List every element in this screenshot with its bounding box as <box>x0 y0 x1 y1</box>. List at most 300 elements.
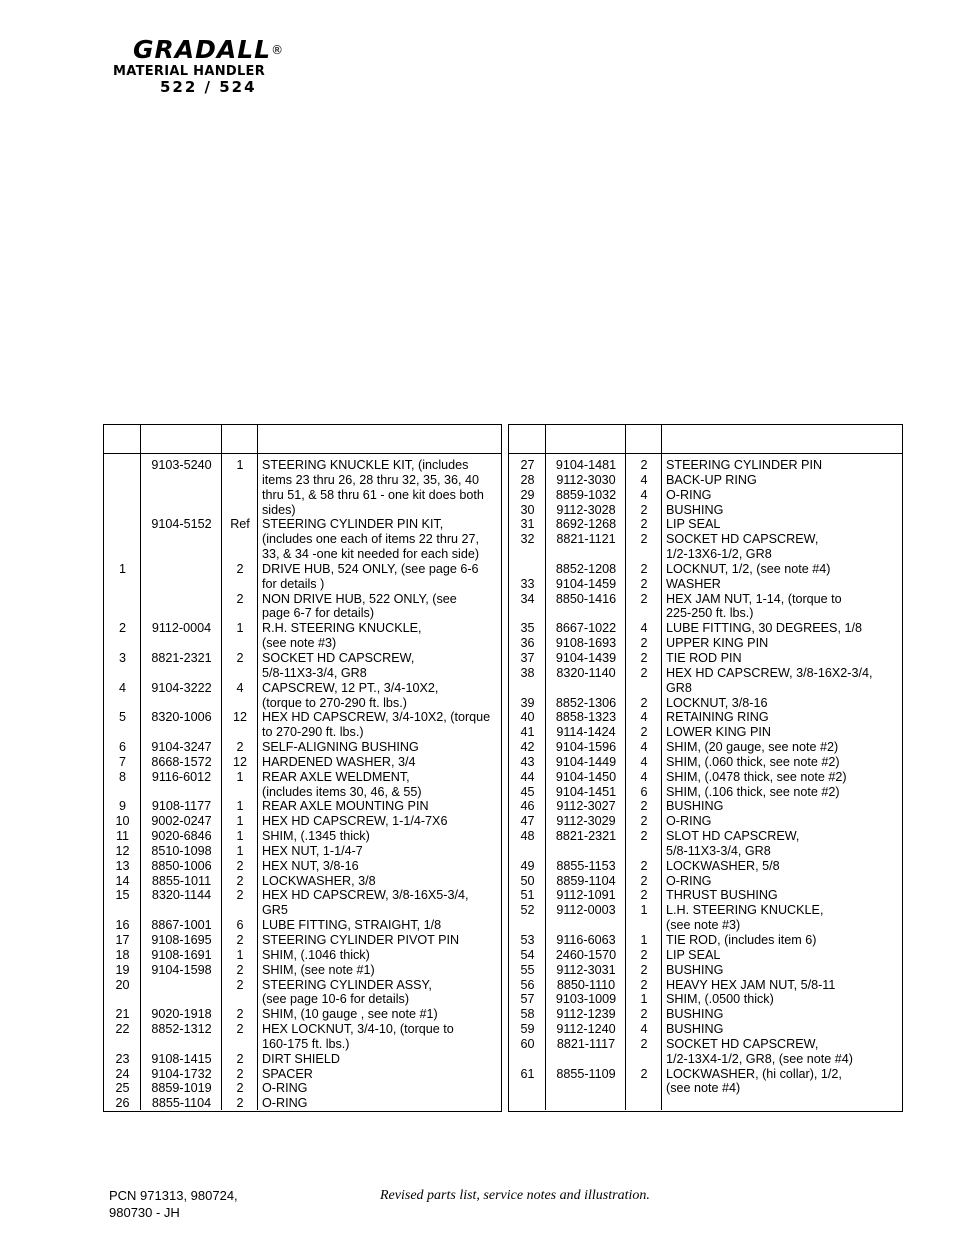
item-number: 35 <box>520 621 535 636</box>
description: O-RING <box>262 1096 308 1111</box>
part-number: 8867-1001 <box>151 918 212 933</box>
part-number <box>141 592 222 622</box>
quantity: 2 <box>640 814 648 829</box>
item-number: 53 <box>520 933 535 947</box>
quantity: 2 <box>236 977 244 992</box>
part-number: 9112-3029 <box>556 814 616 829</box>
table-row <box>104 844 501 859</box>
table-row <box>509 458 902 473</box>
item-number: 16 <box>115 918 130 933</box>
quantity: 1 <box>236 829 244 844</box>
table-row <box>509 1007 902 1022</box>
description: BUSHING <box>666 962 724 977</box>
quantity: Ref <box>230 517 250 532</box>
quantity: 2 <box>640 888 648 903</box>
quantity: 1 <box>640 933 648 947</box>
part-number: 9104-5152 <box>151 517 212 532</box>
part-number: 9112-3031 <box>556 962 616 977</box>
description: BUSHING <box>666 1007 724 1022</box>
description: SHIM, (.1345 thick) <box>262 829 370 844</box>
description: SHIM, (.1046 thick) <box>262 947 370 962</box>
part-number: 9112-1240 <box>556 1022 616 1037</box>
part-number: 9103-5240 <box>151 458 212 472</box>
description: SHIM, (.106 thick, see note #2) <box>666 784 840 799</box>
logo-model: 522 / 524 <box>160 78 257 96</box>
item-number: 41 <box>520 725 535 740</box>
description: UPPER KING PIN <box>666 636 769 651</box>
table-row <box>509 799 902 814</box>
quantity: 2 <box>236 962 244 977</box>
item-number: 45 <box>520 784 535 799</box>
quantity: 2 <box>640 947 648 962</box>
table-row <box>509 963 902 978</box>
part-number: 9104-1481 <box>555 458 617 472</box>
parts-table-left <box>103 424 502 1112</box>
table-row <box>509 666 902 696</box>
quantity: 4 <box>640 472 648 487</box>
part-number: 9108-1415 <box>151 1051 212 1066</box>
table-row <box>509 978 902 993</box>
table-row <box>104 710 501 740</box>
item-number: 34 <box>520 591 535 606</box>
part-number: 9108-1695 <box>151 933 212 947</box>
description: BUSHING <box>666 799 724 814</box>
table-row <box>104 1007 501 1022</box>
item-number: 27 <box>520 458 535 472</box>
quantity: 4 <box>640 487 648 502</box>
part-number: 8852-1208 <box>555 561 617 576</box>
part-number: 9104-1598 <box>151 962 212 977</box>
quantity: 1 <box>640 992 648 1007</box>
quantity: 2 <box>640 502 648 517</box>
table-row <box>104 948 501 963</box>
item-number: 31 <box>520 517 535 532</box>
part-number: 8510-1098 <box>151 843 212 858</box>
table-row <box>104 592 501 622</box>
part-number: 9112-3030 <box>556 472 616 487</box>
table-row <box>509 621 902 636</box>
part-number: 8859-1019 <box>151 1081 212 1096</box>
part-number: 8668-1572 <box>151 754 212 769</box>
description: O-RING <box>262 1081 308 1096</box>
part-number: 9002-0247 <box>151 814 212 829</box>
quantity: 2 <box>640 829 648 844</box>
description: LOCKWASHER, (hi collar), 1/2, (see note #4) <box>666 1066 842 1096</box>
table-row <box>104 799 501 814</box>
description: STEERING CYLINDER ASSY, (see page 10-6 for details) <box>262 977 432 1007</box>
item-number: 29 <box>520 487 535 502</box>
item-number: 21 <box>115 1007 130 1022</box>
quantity: 2 <box>640 1007 648 1022</box>
quantity: 2 <box>236 858 244 873</box>
description: SHIM, (20 gauge, see note #2) <box>666 740 839 755</box>
description: HEX JAM NUT, 1-14, (torque to 225-250 ft. lbs.) <box>666 591 842 621</box>
parts-rows-right <box>509 454 902 1098</box>
table-row <box>509 814 902 829</box>
table-row <box>104 918 501 933</box>
quantity: 2 <box>640 591 648 606</box>
table-row <box>509 933 902 948</box>
quantity: 2 <box>640 458 648 472</box>
table-row <box>104 1022 501 1052</box>
item-number: 18 <box>115 947 130 962</box>
part-number: 9112-3028 <box>556 502 616 517</box>
part-number: 9114-1424 <box>556 725 616 740</box>
item-number: 6 <box>118 740 126 755</box>
part-number: 9112-0004 <box>151 621 212 636</box>
item-number: 56 <box>520 977 535 992</box>
table-row <box>509 785 902 800</box>
table-row <box>509 488 902 503</box>
item-number: 54 <box>520 947 535 962</box>
table-row <box>509 517 902 532</box>
item-number: 4 <box>118 680 126 695</box>
item-number: 20 <box>115 977 130 992</box>
item-number: 37 <box>520 650 535 665</box>
table-row <box>509 859 902 874</box>
item-number: 51 <box>520 888 535 903</box>
part-number: 9104-1450 <box>555 769 617 784</box>
part-number: 8821-2321 <box>151 650 212 665</box>
table-row <box>104 1081 501 1096</box>
description: BACK-UP RING <box>666 472 757 487</box>
quantity: 2 <box>236 1081 244 1096</box>
item-number: 55 <box>520 962 535 977</box>
table-row <box>509 636 902 651</box>
quantity: 4 <box>640 769 648 784</box>
part-number: 8850-1006 <box>151 858 212 873</box>
table-row <box>104 963 501 978</box>
quantity: 2 <box>640 962 648 977</box>
description: SELF-ALIGNING BUSHING <box>262 740 419 755</box>
description: STEERING KNUCKLE KIT, (includes items 23 thru 26, 28 thru 32, 35, 36, 40 thru 51, & 58 thru 61 - one kit does both sides) <box>262 458 484 517</box>
part-number: 2460-1570 <box>555 947 617 962</box>
item-number <box>104 592 141 622</box>
part-number: 8821-1121 <box>556 532 616 547</box>
description: HEAVY HEX JAM NUT, 5/8-11 <box>666 977 836 992</box>
item-number: 59 <box>520 1022 535 1037</box>
quantity: 4 <box>640 740 648 755</box>
description: THRUST BUSHING <box>666 888 778 903</box>
item-number: 33 <box>520 576 535 591</box>
description: O-RING <box>666 487 712 502</box>
description: SPACER <box>262 1066 313 1081</box>
table-row <box>104 814 501 829</box>
item-number: 32 <box>520 532 535 547</box>
description: SHIM, (.060 thick, see note #2) <box>666 754 840 769</box>
quantity: 1 <box>640 903 648 918</box>
quantity: 2 <box>236 561 244 576</box>
quantity: 2 <box>640 1066 648 1081</box>
table-row <box>509 874 902 889</box>
description: DIRT SHIELD <box>262 1051 340 1066</box>
description: HEX HD CAPSCREW, 3/8-16X5-3/4, GR5 <box>262 888 469 918</box>
quantity: 4 <box>640 1022 648 1037</box>
table-row <box>509 592 902 622</box>
table-row <box>104 621 501 651</box>
part-number: 9020-6846 <box>151 829 212 844</box>
description: BUSHING <box>666 1022 724 1037</box>
description: DRIVE HUB, 524 ONLY, (see page 6-6 for details ) <box>262 561 479 591</box>
quantity: 1 <box>236 947 244 962</box>
quantity: 2 <box>640 873 648 888</box>
revision-note: Revised parts list, service notes and illustration. <box>380 1188 650 1203</box>
description: LOCKNUT, 3/8-16 <box>666 695 768 710</box>
quantity: 4 <box>640 754 648 769</box>
table-row <box>509 562 902 577</box>
description: LOWER KING PIN <box>666 725 771 740</box>
quantity: 2 <box>640 532 648 547</box>
quantity: 2 <box>236 933 244 947</box>
description: SOCKET HD CAPSCREW, 1/2-13X4-1/2, GR8, (see note #4) <box>666 1036 853 1066</box>
table-row <box>104 978 501 1008</box>
part-number: 8852-1306 <box>555 695 617 710</box>
part-number: 8858-1323 <box>555 710 617 725</box>
item-number: 47 <box>520 814 535 829</box>
quantity: 2 <box>640 858 648 873</box>
item-number: 7 <box>118 754 126 769</box>
item-number: 1 <box>118 561 126 576</box>
parts-table-right <box>508 424 903 1112</box>
table-row <box>509 740 902 755</box>
table-row <box>509 903 902 933</box>
part-number: 9108-1691 <box>151 947 212 962</box>
description: LOCKWASHER, 3/8 <box>262 873 376 888</box>
quantity: 4 <box>640 710 648 725</box>
quantity: 1 <box>236 799 244 814</box>
item-number: 14 <box>115 873 130 888</box>
part-number: 9116-6063 <box>556 933 616 947</box>
table-row <box>509 770 902 785</box>
table-row <box>104 933 501 948</box>
table-row <box>104 770 501 800</box>
item-number: 11 <box>115 829 130 844</box>
quantity: 6 <box>236 918 244 933</box>
part-number: 9104-1596 <box>555 740 617 755</box>
quantity: 1 <box>236 621 244 636</box>
item-number: 26 <box>115 1096 130 1111</box>
item-number: 44 <box>520 769 535 784</box>
gradall-logo <box>113 36 303 96</box>
quantity: 2 <box>236 888 244 903</box>
item-number: 46 <box>520 799 535 814</box>
description: REAR AXLE WELDMENT, (includes items 30, 46, & 55) <box>262 769 422 799</box>
table-row <box>104 1052 501 1067</box>
table-header <box>509 425 902 454</box>
table-row <box>509 1067 902 1097</box>
description: SHIM, (.0478 thick, see note #2) <box>666 769 847 784</box>
description: SOCKET HD CAPSCREW, 5/8-11X3-3/4, GR8 <box>262 650 415 680</box>
description: TIE ROD, (includes item 6) <box>666 933 817 947</box>
item-number: 57 <box>520 992 535 1007</box>
item-number: 38 <box>520 665 535 680</box>
part-number: 9112-3027 <box>556 799 616 814</box>
part-number: 8850-1416 <box>555 591 617 606</box>
description: REAR AXLE MOUNTING PIN <box>262 799 429 814</box>
table-row <box>509 992 902 1007</box>
part-number: 8850-1110 <box>556 977 616 992</box>
description: HEX NUT, 3/8-16 <box>262 858 359 873</box>
pcn-footer: PCN 971313, 980724, 980730 - JH <box>109 1188 238 1220</box>
description: LOCKWASHER, 5/8 <box>666 858 780 873</box>
quantity: 2 <box>640 517 648 532</box>
item-number: 22 <box>115 1022 130 1037</box>
quantity: 2 <box>640 977 648 992</box>
part-number: 8821-1117 <box>556 1036 616 1051</box>
part-number: 8667-1022 <box>555 621 617 636</box>
description: HEX HD CAPSCREW, 1-1/4-7X6 <box>262 814 448 829</box>
part-number: 8859-1104 <box>556 873 616 888</box>
quantity: 12 <box>232 710 247 725</box>
description: O-RING <box>666 873 712 888</box>
part-number: 8320-1144 <box>151 888 212 903</box>
item-number: 19 <box>115 962 130 977</box>
logo-brand: GRADALL® <box>133 35 285 64</box>
part-number: 9116-6012 <box>151 769 212 784</box>
table-row <box>104 859 501 874</box>
table-row <box>104 1096 501 1111</box>
part-number: 8320-1006 <box>151 710 212 725</box>
table-row <box>509 473 902 488</box>
table-row <box>509 755 902 770</box>
quantity: 2 <box>640 576 648 591</box>
item-number <box>509 562 546 577</box>
item-number: 50 <box>520 873 535 888</box>
quantity: 2 <box>236 650 244 665</box>
part-number: 9104-1459 <box>555 576 617 591</box>
description: SLOT HD CAPSCREW, 5/8-11X3-3/4, GR8 <box>666 829 800 858</box>
table-row <box>509 577 902 592</box>
description: HARDENED WASHER, 3/4 <box>262 754 416 769</box>
quantity: 2 <box>640 636 648 651</box>
part-number <box>141 978 222 1008</box>
description: HEX HD CAPSCREW, 3/4-10X2, (torque to 270-290 ft. lbs.) <box>262 710 491 740</box>
item-number: 40 <box>520 710 535 725</box>
item-number: 43 <box>520 754 535 769</box>
part-number: 8692-1268 <box>555 517 617 532</box>
item-number <box>104 458 141 517</box>
description: STEERING CYLINDER PIN KIT, (includes one each of items 22 thru 27, 33, & 34 -one kit needed for each side) <box>262 517 480 562</box>
item-number: 49 <box>520 858 535 873</box>
item-number: 24 <box>115 1066 130 1081</box>
item-number: 28 <box>520 472 535 487</box>
table-row <box>104 888 501 918</box>
table-row <box>509 532 902 562</box>
quantity: 2 <box>236 591 244 606</box>
part-number: 9108-1693 <box>555 636 617 651</box>
part-number: 9112-0003 <box>556 903 616 918</box>
part-number: 8855-1153 <box>556 858 616 873</box>
table-row <box>509 948 902 963</box>
quantity: 2 <box>640 665 648 680</box>
description: LIP SEAL <box>666 947 721 962</box>
item-number: 30 <box>520 502 535 517</box>
description: HEX NUT, 1-1/4-7 <box>262 843 363 858</box>
item-number <box>104 517 141 562</box>
item-number: 3 <box>118 650 126 665</box>
description: HEX HD CAPSCREW, 3/8-16X2-3/4, GR8 <box>666 665 873 695</box>
description: LIP SEAL <box>666 517 721 532</box>
logo-subtitle: MATERIAL HANDLER <box>113 64 266 79</box>
quantity: 2 <box>640 725 648 740</box>
table-row <box>509 696 902 711</box>
quantity: 2 <box>236 1096 244 1111</box>
table-row <box>104 651 501 681</box>
part-number: 8855-1104 <box>151 1096 212 1111</box>
description: LUBE FITTING, STRAIGHT, 1/8 <box>262 918 442 933</box>
item-number: 15 <box>115 888 130 903</box>
part-number: 8859-1032 <box>555 487 617 502</box>
quantity: 4 <box>640 621 648 636</box>
quantity: 12 <box>232 754 247 769</box>
part-number: 9104-3222 <box>151 680 212 695</box>
table-row <box>509 1037 902 1067</box>
item-number: 58 <box>520 1007 535 1022</box>
table-row <box>104 755 501 770</box>
quantity: 2 <box>640 799 648 814</box>
quantity: 2 <box>236 1007 244 1022</box>
item-number: 8 <box>118 769 126 784</box>
quantity: 2 <box>640 695 648 710</box>
item-number: 10 <box>115 814 130 829</box>
quantity: 2 <box>640 650 648 665</box>
description: SHIM, (see note #1) <box>262 962 375 977</box>
quantity: 2 <box>640 1036 648 1051</box>
description: RETAINING RING <box>666 710 769 725</box>
part-number: 8320-1140 <box>556 665 616 680</box>
part-number: 9108-1177 <box>151 799 212 814</box>
description: SOCKET HD CAPSCREW, 1/2-13X6-1/2, GR8 <box>666 532 819 562</box>
table-row <box>509 829 902 859</box>
table-row <box>509 503 902 518</box>
item-number: 12 <box>115 843 130 858</box>
table-header <box>104 425 501 454</box>
part-number: 8855-1011 <box>151 873 212 888</box>
item-number: 13 <box>115 858 130 873</box>
table-row <box>509 651 902 666</box>
item-number: 36 <box>520 636 535 651</box>
part-number: 9103-1009 <box>555 992 617 1007</box>
quantity: 2 <box>236 740 244 755</box>
description: WASHER <box>666 576 721 591</box>
table-row <box>509 725 902 740</box>
item-number: 23 <box>115 1051 130 1066</box>
part-number: 9104-3247 <box>151 740 212 755</box>
item-number: 5 <box>118 710 126 725</box>
table-row <box>104 458 501 517</box>
item-number: 60 <box>520 1036 535 1051</box>
part-number: 9104-1451 <box>555 784 617 799</box>
table-row <box>104 874 501 889</box>
description: CAPSCREW, 12 PT., 3/4-10X2, (torque to 270-290 ft. lbs.) <box>262 680 439 710</box>
part-number: 9104-1732 <box>151 1066 212 1081</box>
item-number: 42 <box>520 740 535 755</box>
description: SHIM, (.0500 thick) <box>666 992 774 1007</box>
description: BUSHING <box>666 502 724 517</box>
table-row <box>509 1022 902 1037</box>
parts-rows-left <box>104 454 501 1113</box>
quantity: 2 <box>236 1066 244 1081</box>
quantity: 4 <box>236 680 244 695</box>
item-number: 9 <box>118 799 126 814</box>
item-number: 17 <box>115 933 130 947</box>
part-number: 9112-1239 <box>556 1007 616 1022</box>
quantity: 2 <box>236 1051 244 1066</box>
table-row <box>104 740 501 755</box>
description: LOCKNUT, 1/2, (see note #4) <box>666 561 831 576</box>
description: L.H. STEERING KNUCKLE, (see note #3) <box>666 903 824 933</box>
quantity: 2 <box>236 1022 244 1037</box>
